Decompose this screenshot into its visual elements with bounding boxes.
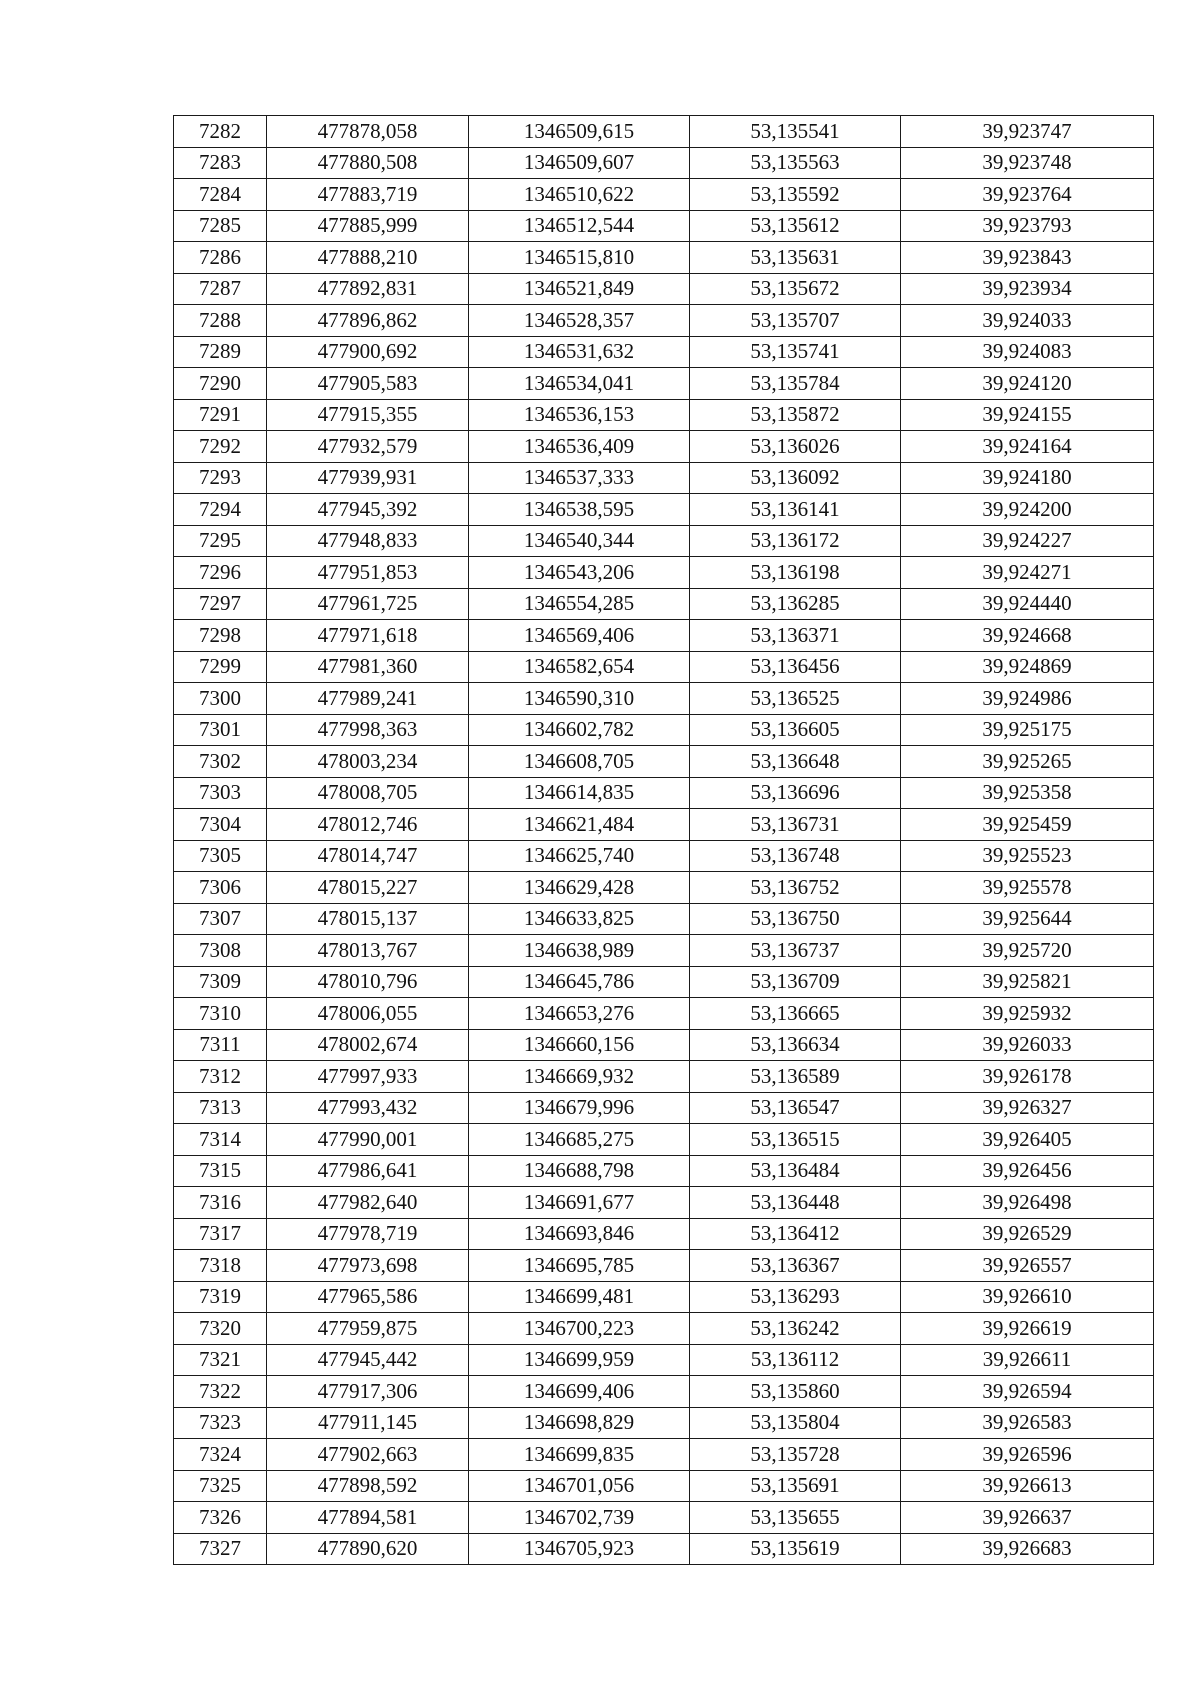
- table-row: [174, 935, 1154, 967]
- table-row: [174, 494, 1154, 526]
- latitude-cell: 53,136752: [690, 872, 901, 904]
- table-row: [174, 431, 1154, 463]
- longitude-cell: 39,926619: [901, 1313, 1154, 1345]
- longitude-cell: 39,924155: [901, 399, 1154, 431]
- x-coordinate-cell: 477961,725: [267, 588, 469, 620]
- table-row: [174, 273, 1154, 305]
- y-coordinate-cell: 1346633,825: [469, 903, 690, 935]
- longitude-cell: 39,924986: [901, 683, 1154, 715]
- table-row: [174, 1439, 1154, 1471]
- longitude-cell: 39,925358: [901, 777, 1154, 809]
- longitude-cell: 39,924164: [901, 431, 1154, 463]
- latitude-cell: 53,136242: [690, 1313, 901, 1345]
- y-coordinate-cell: 1346509,607: [469, 147, 690, 179]
- y-coordinate-cell: 1346515,810: [469, 242, 690, 274]
- table-row: [174, 336, 1154, 368]
- table-row: [174, 903, 1154, 935]
- longitude-cell: 39,925644: [901, 903, 1154, 935]
- longitude-cell: 39,925720: [901, 935, 1154, 967]
- point-number-cell: 7315: [174, 1155, 267, 1187]
- longitude-cell: 39,924869: [901, 651, 1154, 683]
- latitude-cell: 53,135541: [690, 116, 901, 148]
- x-coordinate-cell: 477932,579: [267, 431, 469, 463]
- longitude-cell: 39,926456: [901, 1155, 1154, 1187]
- x-coordinate-cell: 477894,581: [267, 1502, 469, 1534]
- latitude-cell: 53,135728: [690, 1439, 901, 1471]
- point-number-cell: 7291: [174, 399, 267, 431]
- x-coordinate-cell: 477900,692: [267, 336, 469, 368]
- point-number-cell: 7287: [174, 273, 267, 305]
- table-row: [174, 872, 1154, 904]
- y-coordinate-cell: 1346702,739: [469, 1502, 690, 1534]
- point-number-cell: 7293: [174, 462, 267, 494]
- latitude-cell: 53,136448: [690, 1187, 901, 1219]
- y-coordinate-cell: 1346534,041: [469, 368, 690, 400]
- latitude-cell: 53,136198: [690, 557, 901, 589]
- x-coordinate-cell: 477883,719: [267, 179, 469, 211]
- longitude-cell: 39,926596: [901, 1439, 1154, 1471]
- y-coordinate-cell: 1346621,484: [469, 809, 690, 841]
- longitude-cell: 39,926610: [901, 1281, 1154, 1313]
- longitude-cell: 39,923843: [901, 242, 1154, 274]
- latitude-cell: 53,136285: [690, 588, 901, 620]
- latitude-cell: 53,136371: [690, 620, 901, 652]
- table-row: [174, 242, 1154, 274]
- latitude-cell: 53,136709: [690, 966, 901, 998]
- table-row: [174, 1376, 1154, 1408]
- longitude-cell: 39,924227: [901, 525, 1154, 557]
- latitude-cell: 53,136484: [690, 1155, 901, 1187]
- longitude-cell: 39,926327: [901, 1092, 1154, 1124]
- table-row: [174, 1187, 1154, 1219]
- y-coordinate-cell: 1346693,846: [469, 1218, 690, 1250]
- longitude-cell: 39,926529: [901, 1218, 1154, 1250]
- longitude-cell: 39,924271: [901, 557, 1154, 589]
- table-row: [174, 1029, 1154, 1061]
- x-coordinate-cell: 477973,698: [267, 1250, 469, 1282]
- latitude-cell: 53,135872: [690, 399, 901, 431]
- x-coordinate-cell: 477986,641: [267, 1155, 469, 1187]
- point-number-cell: 7325: [174, 1470, 267, 1502]
- x-coordinate-cell: 477981,360: [267, 651, 469, 683]
- longitude-cell: 39,925265: [901, 746, 1154, 778]
- latitude-cell: 53,135784: [690, 368, 901, 400]
- x-coordinate-cell: 477989,241: [267, 683, 469, 715]
- y-coordinate-cell: 1346536,409: [469, 431, 690, 463]
- latitude-cell: 53,135612: [690, 210, 901, 242]
- x-coordinate-cell: 477905,583: [267, 368, 469, 400]
- x-coordinate-cell: 477902,663: [267, 1439, 469, 1471]
- x-coordinate-cell: 477885,999: [267, 210, 469, 242]
- y-coordinate-cell: 1346602,782: [469, 714, 690, 746]
- longitude-cell: 39,925523: [901, 840, 1154, 872]
- latitude-cell: 53,136737: [690, 935, 901, 967]
- longitude-cell: 39,924120: [901, 368, 1154, 400]
- x-coordinate-cell: 477959,875: [267, 1313, 469, 1345]
- point-number-cell: 7300: [174, 683, 267, 715]
- table-row: [174, 1313, 1154, 1345]
- table-row: [174, 809, 1154, 841]
- table-row: [174, 683, 1154, 715]
- point-number-cell: 7297: [174, 588, 267, 620]
- point-number-cell: 7316: [174, 1187, 267, 1219]
- y-coordinate-cell: 1346614,835: [469, 777, 690, 809]
- y-coordinate-cell: 1346685,275: [469, 1124, 690, 1156]
- x-coordinate-cell: 478003,234: [267, 746, 469, 778]
- longitude-cell: 39,926405: [901, 1124, 1154, 1156]
- x-coordinate-cell: 478010,796: [267, 966, 469, 998]
- longitude-cell: 39,926178: [901, 1061, 1154, 1093]
- x-coordinate-cell: 477945,442: [267, 1344, 469, 1376]
- longitude-cell: 39,926594: [901, 1376, 1154, 1408]
- point-number-cell: 7323: [174, 1407, 267, 1439]
- longitude-cell: 39,925578: [901, 872, 1154, 904]
- longitude-cell: 39,926033: [901, 1029, 1154, 1061]
- longitude-cell: 39,926613: [901, 1470, 1154, 1502]
- point-number-cell: 7301: [174, 714, 267, 746]
- longitude-cell: 39,923793: [901, 210, 1154, 242]
- point-number-cell: 7289: [174, 336, 267, 368]
- point-number-cell: 7286: [174, 242, 267, 274]
- latitude-cell: 53,136456: [690, 651, 901, 683]
- point-number-cell: 7288: [174, 305, 267, 337]
- point-number-cell: 7284: [174, 179, 267, 211]
- table-row: [174, 588, 1154, 620]
- latitude-cell: 53,135707: [690, 305, 901, 337]
- point-number-cell: 7304: [174, 809, 267, 841]
- y-coordinate-cell: 1346554,285: [469, 588, 690, 620]
- point-number-cell: 7310: [174, 998, 267, 1030]
- x-coordinate-cell: 477898,592: [267, 1470, 469, 1502]
- y-coordinate-cell: 1346701,056: [469, 1470, 690, 1502]
- point-number-cell: 7302: [174, 746, 267, 778]
- point-number-cell: 7303: [174, 777, 267, 809]
- latitude-cell: 53,136412: [690, 1218, 901, 1250]
- y-coordinate-cell: 1346695,785: [469, 1250, 690, 1282]
- longitude-cell: 39,923934: [901, 273, 1154, 305]
- latitude-cell: 53,136525: [690, 683, 901, 715]
- longitude-cell: 39,923747: [901, 116, 1154, 148]
- x-coordinate-cell: 477878,058: [267, 116, 469, 148]
- y-coordinate-cell: 1346645,786: [469, 966, 690, 998]
- table-row: [174, 1061, 1154, 1093]
- latitude-cell: 53,135672: [690, 273, 901, 305]
- table-row: [174, 1281, 1154, 1313]
- longitude-cell: 39,924180: [901, 462, 1154, 494]
- y-coordinate-cell: 1346688,798: [469, 1155, 690, 1187]
- point-number-cell: 7295: [174, 525, 267, 557]
- y-coordinate-cell: 1346660,156: [469, 1029, 690, 1061]
- y-coordinate-cell: 1346629,428: [469, 872, 690, 904]
- latitude-cell: 53,135655: [690, 1502, 901, 1534]
- x-coordinate-cell: 477993,432: [267, 1092, 469, 1124]
- latitude-cell: 53,135563: [690, 147, 901, 179]
- x-coordinate-cell: 477880,508: [267, 147, 469, 179]
- y-coordinate-cell: 1346700,223: [469, 1313, 690, 1345]
- y-coordinate-cell: 1346699,835: [469, 1439, 690, 1471]
- table-row: [174, 746, 1154, 778]
- point-number-cell: 7292: [174, 431, 267, 463]
- table-row: [174, 210, 1154, 242]
- y-coordinate-cell: 1346625,740: [469, 840, 690, 872]
- point-number-cell: 7317: [174, 1218, 267, 1250]
- x-coordinate-cell: 477939,931: [267, 462, 469, 494]
- latitude-cell: 53,136665: [690, 998, 901, 1030]
- point-number-cell: 7321: [174, 1344, 267, 1376]
- table-row: [174, 179, 1154, 211]
- longitude-cell: 39,925821: [901, 966, 1154, 998]
- longitude-cell: 39,923748: [901, 147, 1154, 179]
- x-coordinate-cell: 477948,833: [267, 525, 469, 557]
- x-coordinate-cell: 478015,137: [267, 903, 469, 935]
- table-row: [174, 1502, 1154, 1534]
- latitude-cell: 53,136515: [690, 1124, 901, 1156]
- x-coordinate-cell: 478002,674: [267, 1029, 469, 1061]
- longitude-cell: 39,925459: [901, 809, 1154, 841]
- point-number-cell: 7324: [174, 1439, 267, 1471]
- table-row: [174, 1533, 1154, 1565]
- y-coordinate-cell: 1346705,923: [469, 1533, 690, 1565]
- x-coordinate-cell: 477998,363: [267, 714, 469, 746]
- point-number-cell: 7305: [174, 840, 267, 872]
- latitude-cell: 53,136026: [690, 431, 901, 463]
- point-number-cell: 7298: [174, 620, 267, 652]
- table-row: [174, 1155, 1154, 1187]
- point-number-cell: 7307: [174, 903, 267, 935]
- longitude-cell: 39,924200: [901, 494, 1154, 526]
- y-coordinate-cell: 1346691,677: [469, 1187, 690, 1219]
- table-row: [174, 1470, 1154, 1502]
- x-coordinate-cell: 477888,210: [267, 242, 469, 274]
- x-coordinate-cell: 477890,620: [267, 1533, 469, 1565]
- y-coordinate-cell: 1346669,932: [469, 1061, 690, 1093]
- x-coordinate-cell: 477990,001: [267, 1124, 469, 1156]
- longitude-cell: 39,926557: [901, 1250, 1154, 1282]
- x-coordinate-cell: 477917,306: [267, 1376, 469, 1408]
- longitude-cell: 39,924083: [901, 336, 1154, 368]
- latitude-cell: 53,136112: [690, 1344, 901, 1376]
- y-coordinate-cell: 1346510,622: [469, 179, 690, 211]
- y-coordinate-cell: 1346521,849: [469, 273, 690, 305]
- latitude-cell: 53,136589: [690, 1061, 901, 1093]
- point-number-cell: 7296: [174, 557, 267, 589]
- x-coordinate-cell: 478015,227: [267, 872, 469, 904]
- y-coordinate-cell: 1346512,544: [469, 210, 690, 242]
- x-coordinate-cell: 478012,746: [267, 809, 469, 841]
- point-number-cell: 7319: [174, 1281, 267, 1313]
- y-coordinate-cell: 1346608,705: [469, 746, 690, 778]
- point-number-cell: 7312: [174, 1061, 267, 1093]
- point-number-cell: 7282: [174, 116, 267, 148]
- latitude-cell: 53,135619: [690, 1533, 901, 1565]
- y-coordinate-cell: 1346679,996: [469, 1092, 690, 1124]
- latitude-cell: 53,136092: [690, 462, 901, 494]
- table-row: [174, 840, 1154, 872]
- latitude-cell: 53,135691: [690, 1470, 901, 1502]
- x-coordinate-cell: 477911,145: [267, 1407, 469, 1439]
- y-coordinate-cell: 1346699,406: [469, 1376, 690, 1408]
- longitude-cell: 39,926611: [901, 1344, 1154, 1376]
- latitude-cell: 53,135804: [690, 1407, 901, 1439]
- longitude-cell: 39,924668: [901, 620, 1154, 652]
- longitude-cell: 39,924440: [901, 588, 1154, 620]
- x-coordinate-cell: 477896,862: [267, 305, 469, 337]
- table-row: [174, 714, 1154, 746]
- latitude-cell: 53,136547: [690, 1092, 901, 1124]
- table-row: [174, 147, 1154, 179]
- latitude-cell: 53,136748: [690, 840, 901, 872]
- table-row: [174, 1407, 1154, 1439]
- table-row: [174, 1250, 1154, 1282]
- longitude-cell: 39,926583: [901, 1407, 1154, 1439]
- y-coordinate-cell: 1346543,206: [469, 557, 690, 589]
- longitude-cell: 39,925175: [901, 714, 1154, 746]
- latitude-cell: 53,136141: [690, 494, 901, 526]
- point-number-cell: 7326: [174, 1502, 267, 1534]
- point-number-cell: 7299: [174, 651, 267, 683]
- x-coordinate-cell: 477997,933: [267, 1061, 469, 1093]
- longitude-cell: 39,925932: [901, 998, 1154, 1030]
- point-number-cell: 7290: [174, 368, 267, 400]
- table-row: [174, 399, 1154, 431]
- y-coordinate-cell: 1346638,989: [469, 935, 690, 967]
- x-coordinate-cell: 477965,586: [267, 1281, 469, 1313]
- table-row: [174, 557, 1154, 589]
- y-coordinate-cell: 1346653,276: [469, 998, 690, 1030]
- x-coordinate-cell: 477971,618: [267, 620, 469, 652]
- table-row: [174, 620, 1154, 652]
- latitude-cell: 53,135860: [690, 1376, 901, 1408]
- longitude-cell: 39,923764: [901, 179, 1154, 211]
- table-row: [174, 1218, 1154, 1250]
- coordinates-table: [173, 115, 1154, 1565]
- point-number-cell: 7327: [174, 1533, 267, 1565]
- table-row: [174, 966, 1154, 998]
- y-coordinate-cell: 1346569,406: [469, 620, 690, 652]
- latitude-cell: 53,136750: [690, 903, 901, 935]
- latitude-cell: 53,135592: [690, 179, 901, 211]
- y-coordinate-cell: 1346698,829: [469, 1407, 690, 1439]
- point-number-cell: 7311: [174, 1029, 267, 1061]
- coordinates-table-body: [174, 116, 1154, 1565]
- latitude-cell: 53,135741: [690, 336, 901, 368]
- point-number-cell: 7309: [174, 966, 267, 998]
- latitude-cell: 53,136172: [690, 525, 901, 557]
- latitude-cell: 53,136731: [690, 809, 901, 841]
- y-coordinate-cell: 1346538,595: [469, 494, 690, 526]
- y-coordinate-cell: 1346699,959: [469, 1344, 690, 1376]
- table-row: [174, 116, 1154, 148]
- table-row: [174, 998, 1154, 1030]
- x-coordinate-cell: 477892,831: [267, 273, 469, 305]
- latitude-cell: 53,135631: [690, 242, 901, 274]
- longitude-cell: 39,924033: [901, 305, 1154, 337]
- y-coordinate-cell: 1346590,310: [469, 683, 690, 715]
- y-coordinate-cell: 1346537,333: [469, 462, 690, 494]
- latitude-cell: 53,136648: [690, 746, 901, 778]
- x-coordinate-cell: 478006,055: [267, 998, 469, 1030]
- table-row: [174, 1344, 1154, 1376]
- point-number-cell: 7285: [174, 210, 267, 242]
- point-number-cell: 7314: [174, 1124, 267, 1156]
- table-row: [174, 1124, 1154, 1156]
- y-coordinate-cell: 1346582,654: [469, 651, 690, 683]
- latitude-cell: 53,136634: [690, 1029, 901, 1061]
- y-coordinate-cell: 1346699,481: [469, 1281, 690, 1313]
- y-coordinate-cell: 1346536,153: [469, 399, 690, 431]
- latitude-cell: 53,136367: [690, 1250, 901, 1282]
- point-number-cell: 7322: [174, 1376, 267, 1408]
- point-number-cell: 7320: [174, 1313, 267, 1345]
- y-coordinate-cell: 1346531,632: [469, 336, 690, 368]
- x-coordinate-cell: 478013,767: [267, 935, 469, 967]
- point-number-cell: 7318: [174, 1250, 267, 1282]
- table-row: [174, 462, 1154, 494]
- y-coordinate-cell: 1346528,357: [469, 305, 690, 337]
- longitude-cell: 39,926498: [901, 1187, 1154, 1219]
- x-coordinate-cell: 477978,719: [267, 1218, 469, 1250]
- point-number-cell: 7283: [174, 147, 267, 179]
- point-number-cell: 7306: [174, 872, 267, 904]
- latitude-cell: 53,136605: [690, 714, 901, 746]
- table-row: [174, 651, 1154, 683]
- x-coordinate-cell: 478008,705: [267, 777, 469, 809]
- point-number-cell: 7308: [174, 935, 267, 967]
- table-row: [174, 1092, 1154, 1124]
- table-row: [174, 525, 1154, 557]
- table-row: [174, 305, 1154, 337]
- x-coordinate-cell: 477951,853: [267, 557, 469, 589]
- y-coordinate-cell: 1346540,344: [469, 525, 690, 557]
- point-number-cell: 7313: [174, 1092, 267, 1124]
- x-coordinate-cell: 478014,747: [267, 840, 469, 872]
- x-coordinate-cell: 477982,640: [267, 1187, 469, 1219]
- x-coordinate-cell: 477945,392: [267, 494, 469, 526]
- latitude-cell: 53,136293: [690, 1281, 901, 1313]
- point-number-cell: 7294: [174, 494, 267, 526]
- table-row: [174, 777, 1154, 809]
- y-coordinate-cell: 1346509,615: [469, 116, 690, 148]
- longitude-cell: 39,926683: [901, 1533, 1154, 1565]
- latitude-cell: 53,136696: [690, 777, 901, 809]
- longitude-cell: 39,926637: [901, 1502, 1154, 1534]
- x-coordinate-cell: 477915,355: [267, 399, 469, 431]
- table-row: [174, 368, 1154, 400]
